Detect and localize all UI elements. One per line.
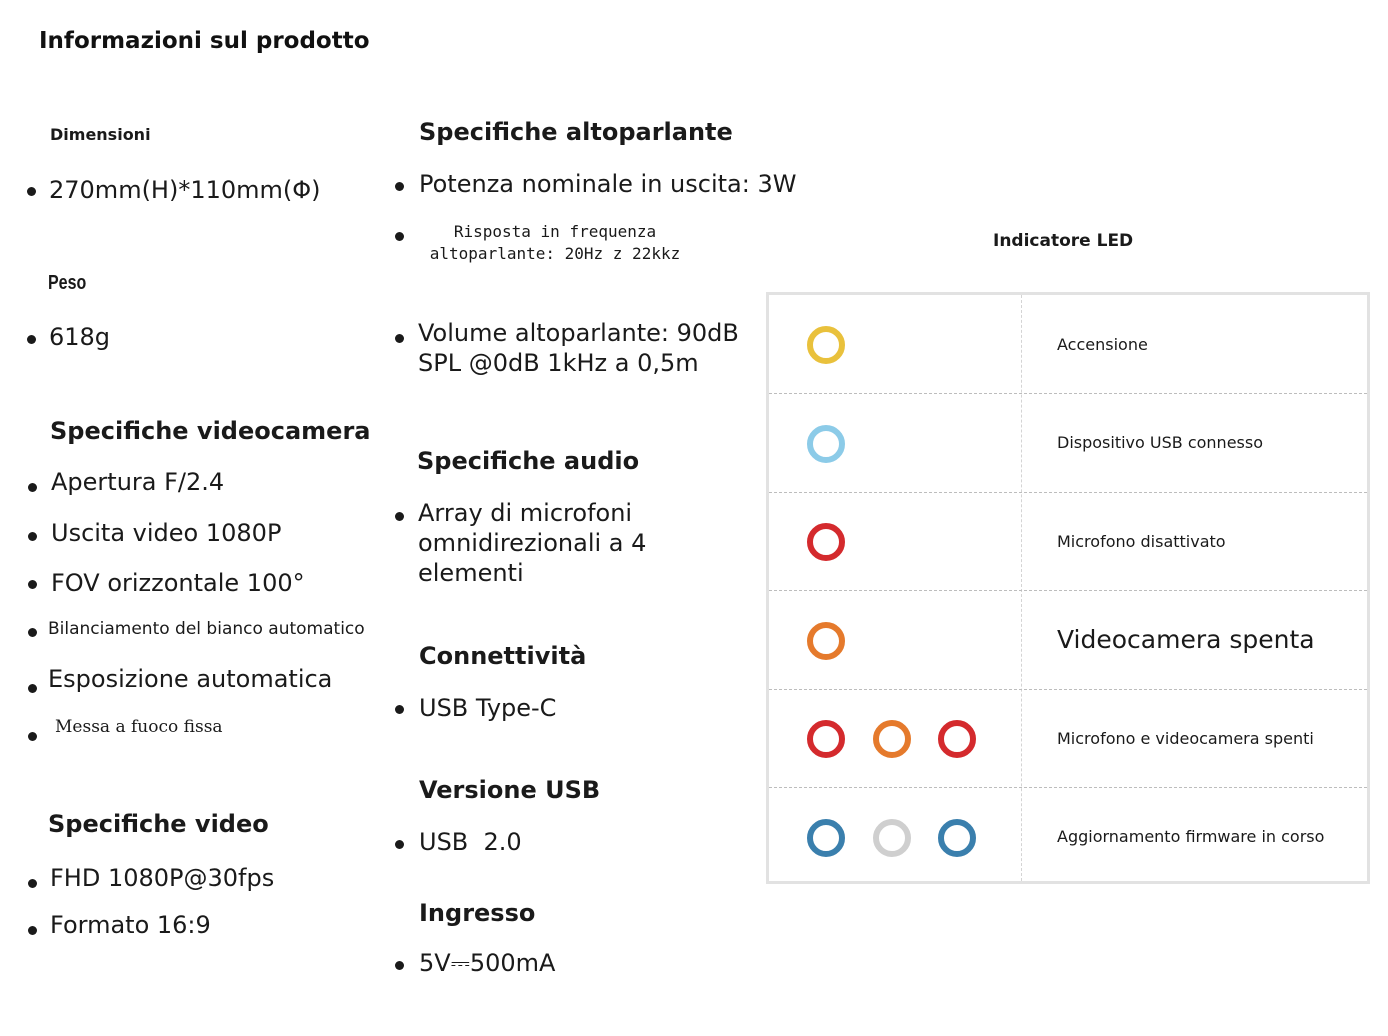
bullet — [395, 232, 404, 241]
heading-audio: Specifiche audio — [417, 447, 640, 475]
item-videocamera-1: Uscita video 1080P — [51, 519, 282, 547]
item-video-0: FHD 1080P@30fps — [50, 864, 275, 892]
led-label: Videocamera spenta — [1057, 625, 1315, 654]
item-altoparlante-1: Risposta in frequenza altoparlante: 20Hz z 22kkz — [429, 222, 681, 263]
heading-ingresso: Ingresso — [419, 899, 536, 927]
led-ring-icon — [807, 523, 845, 561]
bullet — [27, 187, 36, 196]
bullet — [28, 926, 37, 935]
led-ring-icon — [938, 720, 976, 758]
led-row — [769, 591, 1367, 690]
led-ring-icon — [873, 819, 911, 857]
bullet — [395, 512, 404, 521]
bullet — [395, 334, 404, 343]
bullet — [395, 840, 404, 849]
item-altoparlante-2: Volume altoparlante: 90dB SPL @0dB 1kHz a 0,5m — [418, 319, 739, 377]
heading-video: Specifiche video — [48, 810, 269, 838]
led-table — [766, 292, 1370, 884]
bullet — [28, 879, 37, 888]
heading-peso: Peso — [48, 272, 87, 294]
bullet — [27, 335, 36, 344]
item-video-1: Formato 16:9 — [50, 911, 211, 939]
bullet — [28, 628, 37, 637]
item-videocamera-0: Apertura F/2.4 — [51, 468, 225, 496]
item-audio-0: Array di microfoni omnidirezionali a 4 elementi — [418, 499, 647, 587]
led-row — [769, 295, 1367, 394]
page-title: Informazioni sul prodotto — [39, 28, 370, 54]
item-videocamera-3: Bilanciamento del bianco automatico — [48, 619, 365, 639]
led-row — [769, 689, 1367, 788]
heading-videocamera: Specifiche videocamera — [50, 417, 371, 445]
led-ring-icon — [807, 326, 845, 364]
item-videocamera-5: Messa a fuoco fissa — [55, 717, 223, 737]
item-ingresso-0: 5V⎓500mA — [419, 949, 556, 977]
led-ring-icon — [807, 622, 845, 660]
item-dimensioni: 270mm(H)*110mm(Φ) — [49, 176, 321, 204]
bullet — [28, 580, 37, 589]
item-videocamera-2: FOV orizzontale 100° — [51, 569, 305, 597]
bullet — [28, 732, 37, 741]
led-row — [769, 788, 1367, 886]
bullet — [28, 532, 37, 541]
item-videocamera-4: Esposizione automatica — [48, 665, 333, 693]
heading-connettivita: Connettività — [419, 642, 587, 670]
led-label: Microfono e videocamera spenti — [1057, 728, 1314, 748]
bullet — [395, 705, 404, 714]
heading-dimensioni: Dimensioni — [50, 125, 151, 144]
heading-altoparlante: Specifiche altoparlante — [419, 118, 733, 146]
item-peso: 618g — [49, 323, 111, 351]
heading-usb: Versione USB — [419, 776, 601, 804]
item-altoparlante-0: Potenza nominale in uscita: 3W — [419, 170, 797, 198]
led-row — [769, 492, 1367, 591]
item-usb-0: USB 2.0 — [419, 828, 522, 856]
led-label: Dispositivo USB connesso — [1057, 433, 1263, 452]
bullet — [395, 961, 404, 970]
led-label: Aggiornamento firmware in corso — [1057, 827, 1325, 846]
heading-led: Indicatore LED — [993, 231, 1134, 251]
led-ring-icon — [807, 819, 845, 857]
led-row — [769, 394, 1367, 493]
led-label: Microfono disattivato — [1057, 531, 1226, 551]
led-ring-icon — [807, 425, 845, 463]
led-ring-icon — [807, 720, 845, 758]
bullet — [395, 182, 404, 191]
bullet — [28, 684, 37, 693]
bullet — [28, 483, 37, 492]
led-ring-icon — [873, 720, 911, 758]
led-ring-icon — [938, 819, 976, 857]
item-connettivita-0: USB Type-C — [419, 694, 557, 722]
led-label: Accensione — [1057, 334, 1148, 354]
